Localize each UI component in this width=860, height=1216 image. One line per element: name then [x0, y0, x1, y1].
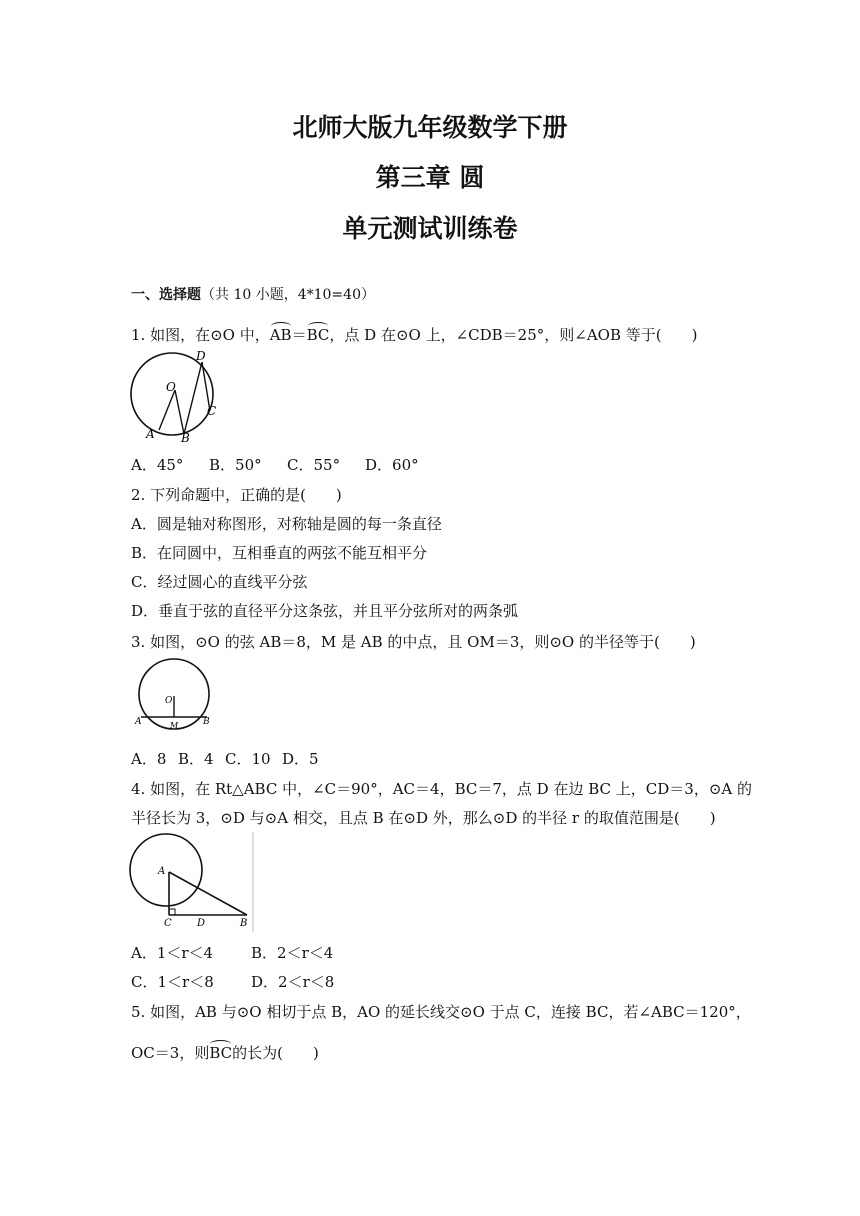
q3-option-b: B．4 — [178, 750, 214, 768]
doc-title: 北师大版九年级数学下册 — [292, 113, 568, 142]
q1-segment-oa — [159, 390, 175, 430]
q4-stem-line1: 4. 如图，在 Rt△ABC 中，∠C＝90°，AC＝4，BC＝7，点 D 在边 BC 上，CD＝3，⊙A 的 — [131, 780, 752, 798]
q4-label-b: B — [240, 918, 248, 929]
q1-segment-ob — [175, 390, 184, 434]
section-label: 一、选择题 — [131, 287, 201, 303]
q3-label-b: B — [203, 717, 210, 727]
q2-option-a: A．圆是轴对称图形，对称轴是圆的每一条直径 — [131, 515, 442, 533]
q1-label-c: C — [207, 404, 217, 418]
q4-label-a: A — [158, 866, 166, 877]
q2-option-d: D．垂直于弦的直径平分这条弦，并且平分弦所对的两条弧 — [131, 602, 519, 620]
arc-ab: AB — [269, 326, 292, 344]
q1-label-d: D — [196, 349, 206, 363]
q1-figure — [126, 348, 226, 444]
q4-figure — [128, 832, 258, 932]
q1-option-c: C．55° — [287, 456, 341, 474]
q1-stem: 1. 如图，在⊙O 中，AB＝BC，点 D 在⊙O 上，∠CDB＝25°，则∠AOB 等于( ) — [131, 326, 698, 344]
q2-option-b: B．在同圆中，互相垂直的两弦不能互相平分 — [131, 544, 428, 562]
q4-option-d: D．2＜r＜8 — [251, 973, 335, 991]
q5-stem-line1: 5. 如图，AB 与⊙O 相切于点 B，AO 的延长线交⊙O 于点 C，连接 BC，若∠ABC＝120°， — [131, 1003, 751, 1021]
q3-option-c: C．10 — [225, 750, 271, 768]
q3-label-m: M — [170, 721, 179, 730]
arc-bc: BC — [306, 326, 330, 344]
q1-label-o: O — [166, 380, 176, 394]
q1-label-b: B — [181, 431, 190, 444]
section-header — [131, 284, 375, 304]
q1-options — [131, 454, 419, 475]
q3-option-a: A．8 — [131, 750, 167, 768]
arc-bc-q5: BC — [209, 1044, 233, 1062]
q3-stem: 3. 如图，⊙O 的弦 AB＝8，M 是 AB 的中点，且 OM＝3，则⊙O 的半径等于( ) — [131, 633, 696, 651]
section-note: （共 10 小题，4*10=40） — [201, 287, 375, 303]
q4-side-ab — [169, 872, 247, 915]
q2-stem: 2. 下列命题中，正确的是( ) — [131, 486, 342, 504]
q3-label-o: O — [165, 696, 173, 706]
test-title: 单元测试训练卷 — [342, 214, 518, 243]
q5-stem-line2: OC＝3，则BC的长为( ) — [131, 1044, 319, 1062]
q4-stem-line2: 半径长为 3，⊙D 与⊙A 相交，且点 B 在⊙D 外，那么⊙D 的半径 r 的取值范围是( ) — [131, 809, 716, 827]
q3-options — [131, 748, 319, 769]
q4-option-a: A．1＜r＜4 — [131, 944, 214, 962]
q1-option-d: D．60° — [365, 456, 419, 474]
q4-label-d: D — [197, 918, 206, 929]
q1-segment-bd — [184, 362, 202, 434]
q3-figure — [132, 658, 218, 732]
q1-option-b: B．50° — [209, 456, 262, 474]
q4-option-b: B．2＜r＜4 — [251, 944, 334, 962]
q3-option-d: D．5 — [282, 750, 319, 768]
q1-option-a: A．45° — [131, 456, 184, 474]
q3-label-a: A — [135, 717, 142, 727]
chapter-title: 第三章 圆 — [375, 163, 485, 192]
q4-options-row1 — [131, 942, 333, 963]
q4-options-row2 — [131, 971, 334, 992]
q4-label-c: C — [164, 918, 172, 929]
q2-option-c: C．经过圆心的直线平分弦 — [131, 573, 308, 591]
q4-circle-a — [130, 834, 202, 906]
q1-label-a: A — [146, 427, 155, 441]
q3-circle — [139, 659, 209, 729]
q4-right-angle-mark — [169, 909, 175, 915]
q4-option-c: C．1＜r＜8 — [131, 973, 214, 991]
